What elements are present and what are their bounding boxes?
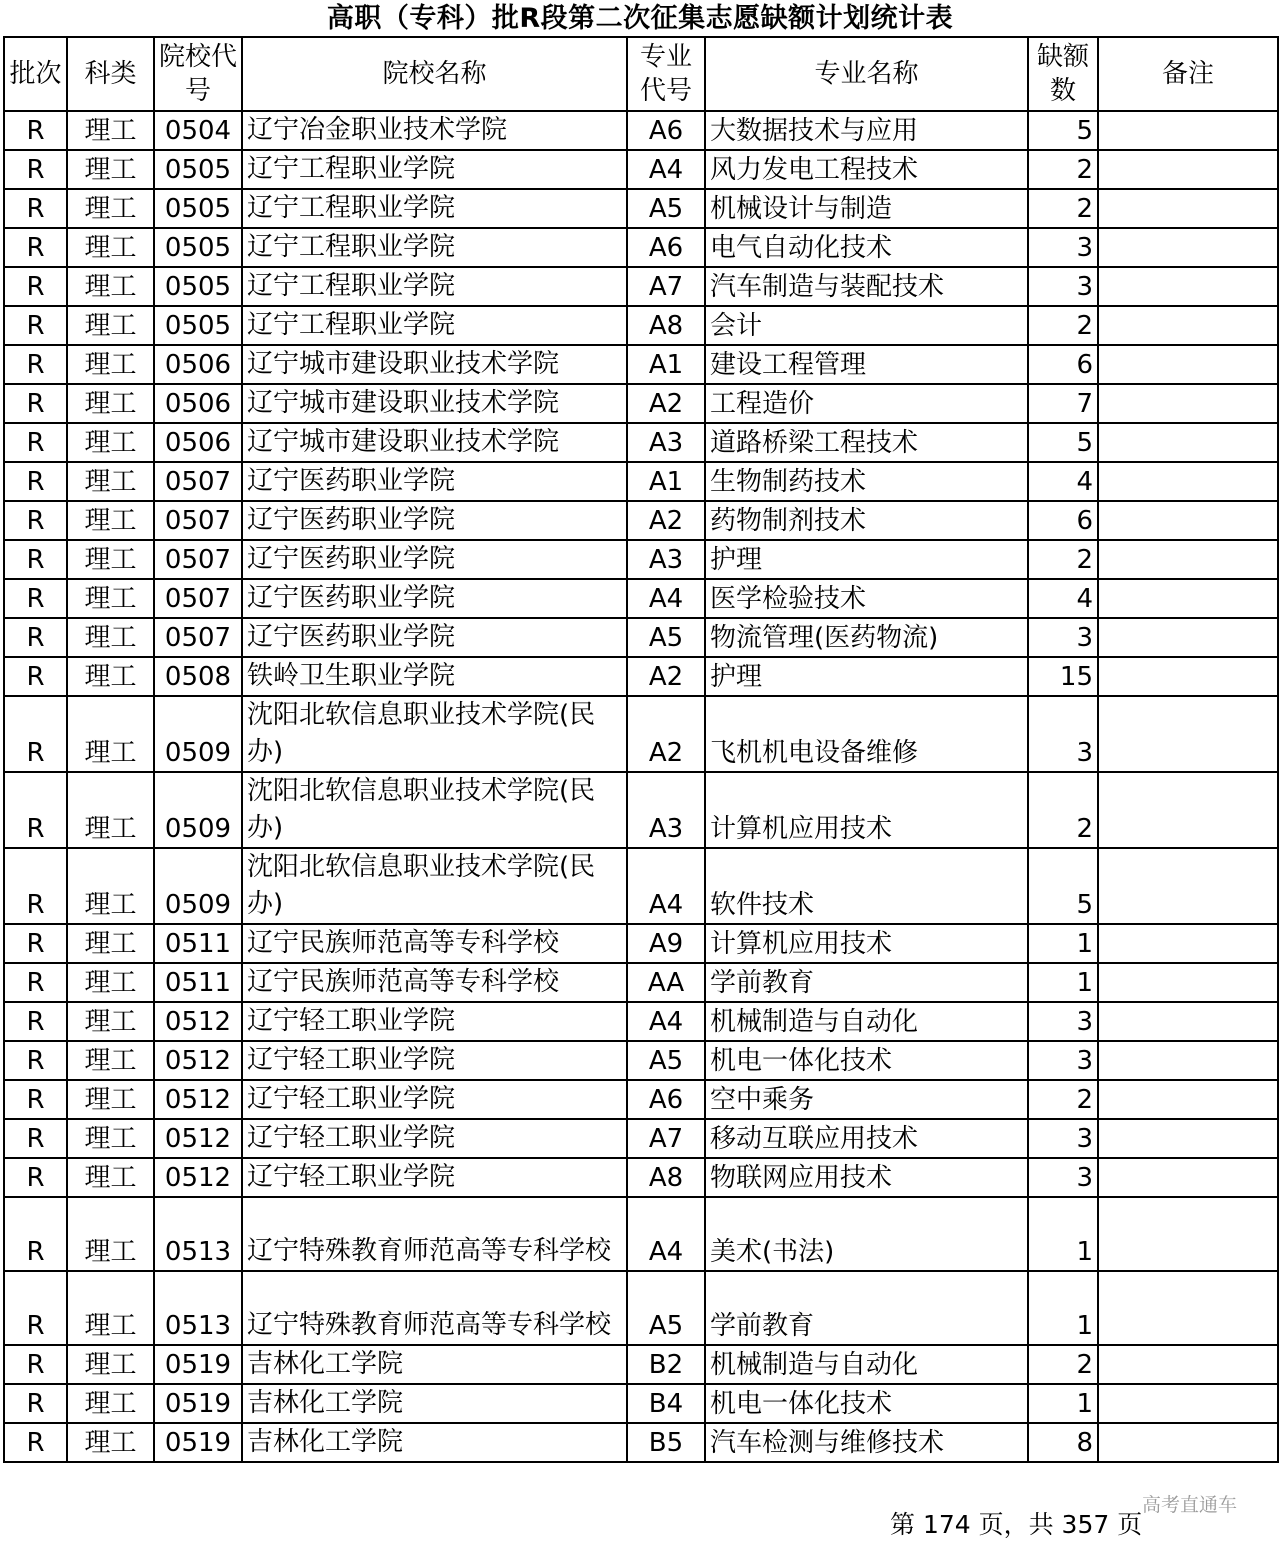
cell-school-name: 辽宁城市建设职业技术学院 [242, 345, 627, 384]
cell-school-name: 辽宁民族师范高等专科学校 [242, 963, 627, 1002]
cell-note [1098, 1271, 1278, 1345]
cell-category: 理工 [67, 384, 154, 423]
table-row [4, 772, 1278, 848]
cell-note [1098, 1423, 1278, 1462]
cell-school-code: 0505 [154, 306, 242, 345]
table-row [4, 1197, 1278, 1271]
cell-school-name: 吉林化工学院 [242, 1345, 627, 1384]
cell-school-name: 吉林化工学院 [242, 1384, 627, 1423]
cell-batch: R [4, 1423, 67, 1462]
table-row [4, 579, 1278, 618]
cell-note [1098, 1197, 1278, 1271]
cell-category: 理工 [67, 579, 154, 618]
cell-major-code: A3 [627, 540, 705, 579]
table-row [4, 1041, 1278, 1080]
cell-vacancy: 1 [1028, 1271, 1098, 1345]
cell-school-name: 辽宁轻工职业学院 [242, 1002, 627, 1041]
cell-category: 理工 [67, 306, 154, 345]
cell-category: 理工 [67, 696, 154, 772]
cell-major-code: A3 [627, 772, 705, 848]
cell-vacancy: 4 [1028, 579, 1098, 618]
cell-school-name: 辽宁工程职业学院 [242, 306, 627, 345]
cell-school-code: 0505 [154, 189, 242, 228]
cell-batch: R [4, 228, 67, 267]
cell-school-code: 0512 [154, 1119, 242, 1158]
cell-major-name: 物联网应用技术 [705, 1158, 1028, 1197]
cell-category: 理工 [67, 111, 154, 150]
page-footer: 第 174 页，共 357 页 [890, 1510, 1143, 1539]
cell-category: 理工 [67, 1041, 154, 1080]
cell-school-name: 辽宁工程职业学院 [242, 267, 627, 306]
cell-major-code: A5 [627, 618, 705, 657]
cell-vacancy: 1 [1028, 1197, 1098, 1271]
cell-note [1098, 306, 1278, 345]
cell-major-code: AA [627, 963, 705, 1002]
cell-category: 理工 [67, 189, 154, 228]
cell-school-name: 辽宁工程职业学院 [242, 228, 627, 267]
cell-major-name: 汽车制造与装配技术 [705, 267, 1028, 306]
cell-major-code: A9 [627, 924, 705, 963]
cell-category: 理工 [67, 1119, 154, 1158]
cell-category: 理工 [67, 848, 154, 924]
cell-major-name: 软件技术 [705, 848, 1028, 924]
header-vacancy: 缺额数 [1028, 37, 1098, 111]
cell-category: 理工 [67, 267, 154, 306]
cell-category: 理工 [67, 963, 154, 1002]
cell-major-name: 护理 [705, 657, 1028, 696]
table-row [4, 501, 1278, 540]
cell-batch: R [4, 1197, 67, 1271]
cell-batch: R [4, 1002, 67, 1041]
cell-school-name: 辽宁医药职业学院 [242, 540, 627, 579]
cell-major-code: A4 [627, 1197, 705, 1271]
table-row [4, 384, 1278, 423]
cell-school-name: 辽宁医药职业学院 [242, 618, 627, 657]
cell-vacancy: 5 [1028, 111, 1098, 150]
cell-school-code: 0519 [154, 1345, 242, 1384]
table-row [4, 228, 1278, 267]
cell-vacancy: 2 [1028, 1345, 1098, 1384]
cell-school-name: 辽宁民族师范高等专科学校 [242, 924, 627, 963]
cell-school-name: 辽宁工程职业学院 [242, 150, 627, 189]
table-row [4, 189, 1278, 228]
cell-vacancy: 3 [1028, 1002, 1098, 1041]
table-row [4, 1158, 1278, 1197]
cell-major-code: A2 [627, 384, 705, 423]
cell-batch: R [4, 772, 67, 848]
cell-category: 理工 [67, 618, 154, 657]
cell-batch: R [4, 579, 67, 618]
cell-category: 理工 [67, 657, 154, 696]
header-school-name: 院校名称 [242, 37, 627, 111]
cell-major-name: 物流管理(医药物流) [705, 618, 1028, 657]
cell-major-name: 机械制造与自动化 [705, 1345, 1028, 1384]
cell-category: 理工 [67, 1384, 154, 1423]
cell-school-code: 0507 [154, 579, 242, 618]
cell-note [1098, 1384, 1278, 1423]
table-row [4, 963, 1278, 1002]
table-row [4, 848, 1278, 924]
cell-vacancy: 3 [1028, 228, 1098, 267]
cell-major-name: 生物制药技术 [705, 462, 1028, 501]
cell-school-name: 沈阳北软信息职业技术学院(民办) [242, 772, 627, 848]
cell-note [1098, 384, 1278, 423]
cell-category: 理工 [67, 1158, 154, 1197]
cell-major-name: 学前教育 [705, 963, 1028, 1002]
table-row [4, 1345, 1278, 1384]
cell-vacancy: 5 [1028, 848, 1098, 924]
cell-major-name: 飞机机电设备维修 [705, 696, 1028, 772]
cell-major-code: A8 [627, 306, 705, 345]
cell-school-name: 吉林化工学院 [242, 1423, 627, 1462]
cell-major-code: A7 [627, 267, 705, 306]
cell-school-name: 沈阳北软信息职业技术学院(民办) [242, 696, 627, 772]
cell-major-name: 移动互联应用技术 [705, 1119, 1028, 1158]
cell-major-name: 医学检验技术 [705, 579, 1028, 618]
cell-category: 理工 [67, 1002, 154, 1041]
cell-vacancy: 6 [1028, 501, 1098, 540]
cell-school-name: 辽宁轻工职业学院 [242, 1041, 627, 1080]
cell-school-code: 0507 [154, 540, 242, 579]
cell-category: 理工 [67, 345, 154, 384]
cell-school-code: 0507 [154, 462, 242, 501]
cell-major-code: A6 [627, 228, 705, 267]
cell-major-code: A8 [627, 1158, 705, 1197]
cell-category: 理工 [67, 924, 154, 963]
table-row [4, 924, 1278, 963]
cell-major-code: B4 [627, 1384, 705, 1423]
cell-major-code: A4 [627, 150, 705, 189]
cell-school-code: 0513 [154, 1271, 242, 1345]
header-row [4, 37, 1278, 111]
cell-category: 理工 [67, 423, 154, 462]
cell-vacancy: 1 [1028, 924, 1098, 963]
cell-major-name: 机械设计与制造 [705, 189, 1028, 228]
cell-note [1098, 618, 1278, 657]
cell-vacancy: 15 [1028, 657, 1098, 696]
header-school-code: 院校代号 [154, 37, 242, 111]
table-row [4, 1423, 1278, 1462]
cell-major-name: 机电一体化技术 [705, 1384, 1028, 1423]
cell-note [1098, 1080, 1278, 1119]
cell-school-code: 0506 [154, 423, 242, 462]
table-row [4, 462, 1278, 501]
cell-category: 理工 [67, 1345, 154, 1384]
cell-major-name: 电气自动化技术 [705, 228, 1028, 267]
cell-school-name: 辽宁医药职业学院 [242, 501, 627, 540]
table-row [4, 657, 1278, 696]
header-note: 备注 [1098, 37, 1278, 111]
cell-note [1098, 228, 1278, 267]
cell-vacancy: 2 [1028, 189, 1098, 228]
cell-batch: R [4, 963, 67, 1002]
cell-major-name: 会计 [705, 306, 1028, 345]
cell-note [1098, 579, 1278, 618]
cell-school-name: 沈阳北软信息职业技术学院(民办) [242, 848, 627, 924]
cell-batch: R [4, 189, 67, 228]
cell-major-code: A4 [627, 1002, 705, 1041]
table-row [4, 1384, 1278, 1423]
cell-major-name: 大数据技术与应用 [705, 111, 1028, 150]
cell-batch: R [4, 618, 67, 657]
cell-school-code: 0505 [154, 150, 242, 189]
cell-batch: R [4, 1119, 67, 1158]
cell-major-name: 机电一体化技术 [705, 1041, 1028, 1080]
cell-school-code: 0509 [154, 772, 242, 848]
cell-vacancy: 3 [1028, 1158, 1098, 1197]
cell-major-name: 风力发电工程技术 [705, 150, 1028, 189]
vacancy-table [3, 36, 1279, 1463]
cell-batch: R [4, 1271, 67, 1345]
cell-vacancy: 1 [1028, 1384, 1098, 1423]
cell-major-name: 空中乘务 [705, 1080, 1028, 1119]
cell-category: 理工 [67, 462, 154, 501]
cell-school-code: 0512 [154, 1002, 242, 1041]
cell-vacancy: 2 [1028, 306, 1098, 345]
cell-category: 理工 [67, 772, 154, 848]
cell-major-code: B2 [627, 1345, 705, 1384]
table-row [4, 423, 1278, 462]
cell-note [1098, 462, 1278, 501]
cell-major-name: 计算机应用技术 [705, 772, 1028, 848]
cell-note [1098, 267, 1278, 306]
cell-vacancy: 8 [1028, 1423, 1098, 1462]
table-row [4, 1080, 1278, 1119]
cell-school-code: 0511 [154, 924, 242, 963]
cell-vacancy: 3 [1028, 267, 1098, 306]
cell-note [1098, 696, 1278, 772]
cell-note [1098, 1345, 1278, 1384]
cell-category: 理工 [67, 150, 154, 189]
cell-batch: R [4, 1158, 67, 1197]
cell-major-name: 汽车检测与维修技术 [705, 1423, 1028, 1462]
cell-note [1098, 924, 1278, 963]
header-batch: 批次 [4, 37, 67, 111]
cell-major-code: A4 [627, 848, 705, 924]
table-row [4, 1271, 1278, 1345]
cell-school-code: 0512 [154, 1080, 242, 1119]
cell-major-code: A5 [627, 1271, 705, 1345]
cell-school-name: 辽宁城市建设职业技术学院 [242, 384, 627, 423]
cell-vacancy: 2 [1028, 540, 1098, 579]
cell-vacancy: 3 [1028, 696, 1098, 772]
cell-school-name: 辽宁轻工职业学院 [242, 1158, 627, 1197]
table-row [4, 345, 1278, 384]
cell-school-code: 0513 [154, 1197, 242, 1271]
table-body [4, 111, 1278, 1462]
table-row [4, 306, 1278, 345]
cell-batch: R [4, 848, 67, 924]
cell-batch: R [4, 384, 67, 423]
cell-school-code: 0512 [154, 1158, 242, 1197]
cell-school-code: 0509 [154, 696, 242, 772]
cell-major-code: A2 [627, 696, 705, 772]
cell-school-code: 0519 [154, 1423, 242, 1462]
cell-school-code: 0506 [154, 345, 242, 384]
cell-batch: R [4, 423, 67, 462]
cell-batch: R [4, 696, 67, 772]
cell-vacancy: 4 [1028, 462, 1098, 501]
cell-vacancy: 2 [1028, 150, 1098, 189]
cell-school-name: 辽宁轻工职业学院 [242, 1080, 627, 1119]
cell-note [1098, 111, 1278, 150]
cell-batch: R [4, 462, 67, 501]
cell-category: 理工 [67, 1271, 154, 1345]
cell-batch: R [4, 1080, 67, 1119]
cell-category: 理工 [67, 1080, 154, 1119]
cell-note [1098, 150, 1278, 189]
cell-school-name: 辽宁特殊教育师范高等专科学校 [242, 1271, 627, 1345]
table-row [4, 111, 1278, 150]
cell-school-name: 辽宁特殊教育师范高等专科学校 [242, 1197, 627, 1271]
cell-vacancy: 6 [1028, 345, 1098, 384]
table-row [4, 696, 1278, 772]
cell-school-code: 0505 [154, 228, 242, 267]
cell-school-name: 铁岭卫生职业学院 [242, 657, 627, 696]
cell-batch: R [4, 924, 67, 963]
cell-vacancy: 3 [1028, 1041, 1098, 1080]
table-row [4, 267, 1278, 306]
cell-school-name: 辽宁工程职业学院 [242, 189, 627, 228]
cell-note [1098, 963, 1278, 1002]
cell-batch: R [4, 501, 67, 540]
watermark: 高考直通车 [1142, 1494, 1238, 1516]
cell-note [1098, 1158, 1278, 1197]
cell-note [1098, 848, 1278, 924]
cell-major-code: A1 [627, 345, 705, 384]
cell-major-name: 药物制剂技术 [705, 501, 1028, 540]
cell-major-name: 美术(书法) [705, 1197, 1028, 1271]
cell-school-name: 辽宁医药职业学院 [242, 579, 627, 618]
cell-major-name: 学前教育 [705, 1271, 1028, 1345]
cell-batch: R [4, 150, 67, 189]
cell-major-code: A7 [627, 1119, 705, 1158]
cell-major-code: A4 [627, 579, 705, 618]
table-row [4, 618, 1278, 657]
cell-major-code: A2 [627, 657, 705, 696]
cell-school-code: 0507 [154, 501, 242, 540]
cell-school-code: 0504 [154, 111, 242, 150]
cell-school-name: 辽宁轻工职业学院 [242, 1119, 627, 1158]
cell-vacancy: 2 [1028, 1080, 1098, 1119]
cell-major-code: A2 [627, 501, 705, 540]
cell-school-code: 0511 [154, 963, 242, 1002]
table-row [4, 540, 1278, 579]
cell-batch: R [4, 657, 67, 696]
table-row [4, 1119, 1278, 1158]
cell-major-code: A6 [627, 1080, 705, 1119]
cell-major-name: 工程造价 [705, 384, 1028, 423]
cell-school-code: 0505 [154, 267, 242, 306]
cell-major-name: 机械制造与自动化 [705, 1002, 1028, 1041]
cell-category: 理工 [67, 501, 154, 540]
header-major-code: 专业代号 [627, 37, 705, 111]
table-row [4, 150, 1278, 189]
cell-batch: R [4, 540, 67, 579]
cell-note [1098, 1002, 1278, 1041]
cell-major-code: A1 [627, 462, 705, 501]
cell-batch: R [4, 1041, 67, 1080]
cell-vacancy: 5 [1028, 423, 1098, 462]
cell-note [1098, 540, 1278, 579]
cell-school-code: 0507 [154, 618, 242, 657]
cell-note [1098, 1041, 1278, 1080]
cell-note [1098, 345, 1278, 384]
cell-major-name: 建设工程管理 [705, 345, 1028, 384]
cell-vacancy: 2 [1028, 772, 1098, 848]
cell-batch: R [4, 1384, 67, 1423]
cell-major-code: A5 [627, 189, 705, 228]
cell-major-code: A6 [627, 111, 705, 150]
cell-school-name: 辽宁城市建设职业技术学院 [242, 423, 627, 462]
cell-school-name: 辽宁医药职业学院 [242, 462, 627, 501]
cell-school-code: 0509 [154, 848, 242, 924]
cell-major-name: 道路桥梁工程技术 [705, 423, 1028, 462]
cell-note [1098, 423, 1278, 462]
cell-note [1098, 501, 1278, 540]
header-category: 科类 [67, 37, 154, 111]
cell-category: 理工 [67, 540, 154, 579]
cell-major-code: A3 [627, 423, 705, 462]
cell-category: 理工 [67, 1423, 154, 1462]
cell-batch: R [4, 111, 67, 150]
cell-batch: R [4, 306, 67, 345]
cell-note [1098, 772, 1278, 848]
cell-school-code: 0506 [154, 384, 242, 423]
cell-major-code: A5 [627, 1041, 705, 1080]
header-major-name: 专业名称 [705, 37, 1028, 111]
page-title: 高职（专科）批R段第二次征集志愿缺额计划统计表 [326, 3, 954, 34]
cell-school-code: 0508 [154, 657, 242, 696]
cell-school-name: 辽宁冶金职业技术学院 [242, 111, 627, 150]
cell-vacancy: 7 [1028, 384, 1098, 423]
cell-major-name: 护理 [705, 540, 1028, 579]
cell-category: 理工 [67, 228, 154, 267]
cell-school-code: 0512 [154, 1041, 242, 1080]
cell-school-code: 0519 [154, 1384, 242, 1423]
cell-batch: R [4, 267, 67, 306]
cell-vacancy: 3 [1028, 1119, 1098, 1158]
cell-note [1098, 189, 1278, 228]
table-row [4, 1002, 1278, 1041]
cell-note [1098, 657, 1278, 696]
cell-major-name: 计算机应用技术 [705, 924, 1028, 963]
cell-batch: R [4, 345, 67, 384]
cell-vacancy: 3 [1028, 618, 1098, 657]
cell-note [1098, 1119, 1278, 1158]
cell-category: 理工 [67, 1197, 154, 1271]
cell-major-code: B5 [627, 1423, 705, 1462]
cell-batch: R [4, 1345, 67, 1384]
cell-vacancy: 1 [1028, 963, 1098, 1002]
